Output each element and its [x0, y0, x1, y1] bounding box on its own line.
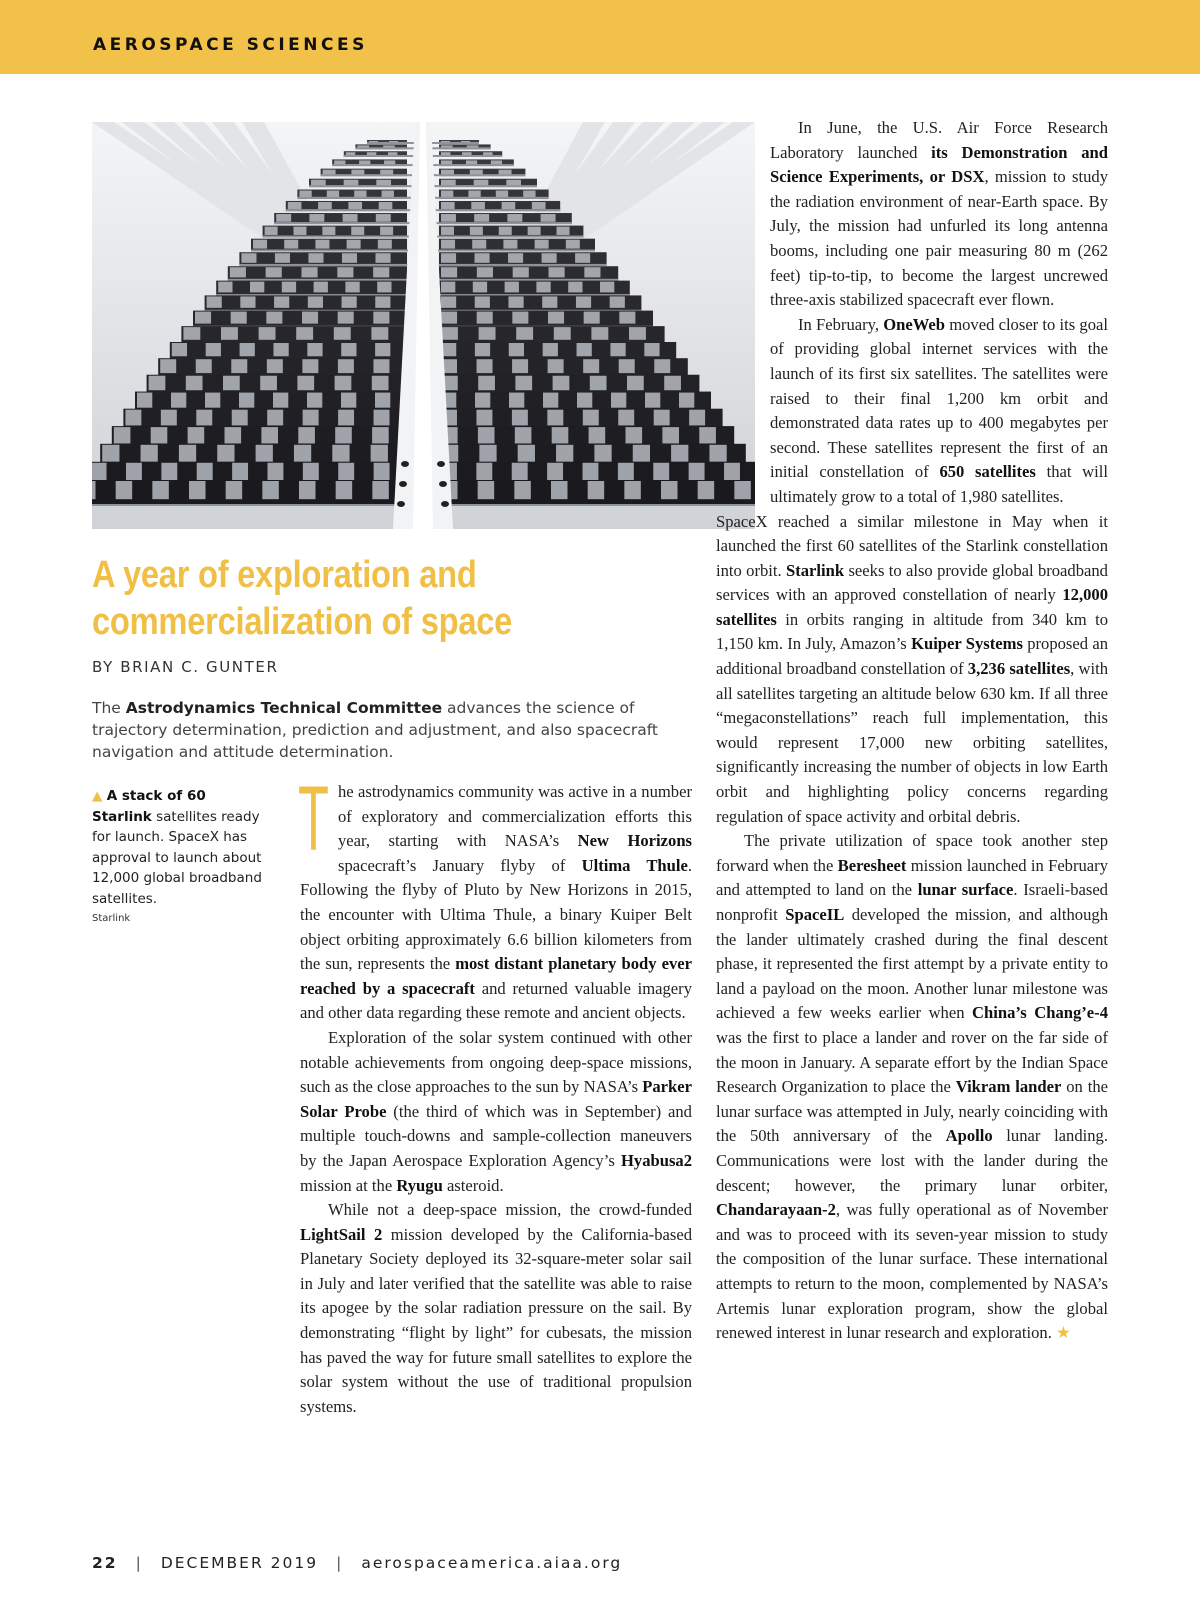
paragraph-lunar [716, 829, 1108, 1345]
caption-text: satellites ready for launch. SpaceX has approval to launch about 12,000 global broadband satellites. [92, 808, 262, 907]
page-number: 22 [92, 1554, 118, 1572]
paragraph-starlink: SpaceX reached a similar milestone in May when it launched the first 60 satellites of the Starlink constellation into orbit. Starlink seeks to also provide global broadband services with an approved constellation of nearly 12,000 satellites in orbits ranging in altitude from 340 km to 1,150 km. In July, Amazon’s Kuiper Systems proposed an additional broadband constellation of 3,236 satellites, with all satellites targeting an altitude below 630 km. If all three “megaconstellations” reach full implementation, this would represent 17,000 new orbiting satellites, significantly increasing the number of objects in low Earth orbit and highlighting policy concerns regarding regulation of space activity and orbital debris. [716, 511, 1108, 826]
intro-committee: Astrodynamics Technical Committee [125, 699, 443, 717]
intro-post: advances the science of trajectory determination, prediction and adjustment, and also spacecraft navigation and attitude determination. [92, 699, 658, 761]
triangle-up-icon: ▲ [92, 788, 103, 804]
website-link[interactable]: aerospaceamerica.aiaa.org [361, 1554, 623, 1572]
right-column-wrapped [770, 116, 1108, 510]
section-banner [0, 0, 1200, 74]
end-star-icon: ★ [1056, 1323, 1071, 1343]
right-column [716, 116, 1108, 1346]
paragraph-parker: Exploration of the solar system continued with other notable achievements from ongoing deep-space missions, such as the close approaches to the sun by NASA’s Parker Solar Probe (the third of which was in September) and multiple touch-downs and sample-collection maneuvers by the Japan Aerospace Exploration Agency’s Hyabusa2 mission at the Ryugu asteroid. [300, 1027, 692, 1195]
middle-column [298, 768, 693, 1419]
section-title: AEROSPACE SCIENCES [93, 35, 368, 55]
paragraph-lightsail: While not a deep-space mission, the crowd-funded LightSail 2 mission developed by the California-based Planetary Society deployed its 32-square-meter solar sail in July and later verified that the satellite was able to raise its apogee by the solar radiation pressure on the sail. By demonstrating “flight by light” for cubesats, the mission has paved the way for future small satellites to explore the solar system without the use of traditional propulsion systems. [300, 1200, 692, 1416]
intro-text [92, 697, 702, 763]
satellite-stack-illustration [92, 122, 755, 529]
footer-separator: | [336, 1554, 344, 1572]
paragraph-lunar-text: The private utilization of space took another step forward when the Beresheet mission launched in February and attempted to land on the lunar surface. Israeli-based nonprofit SpaceIL developed the mission, and although the lander ultimately crashed during the final descent phase, it represented the first attempt by a private entity to land a payload on the moon. Another lunar milestone was achieved a few weeks earlier when China’s Chang’e-4 was the first to place a lander and rover on the far side of the moon in January. A separate effort by the Indian Space Research Organization to place the Vikram lander on the lunar surface was attempted in July, nearly coinciding with the 50th anniversary of the Apollo lunar landing. Communications were lost with the lander during the descent; however, the primary lunar orbiter, Chandarayaan-2, was fully operational as of November and was to proceed with its seven-year mission to study the composition of the lunar surface. These international attempts to return to the moon, complemented by NASA’s Artemis lunar exploration program, show the global renewed interest in lunar research and exploration. [716, 831, 1108, 1343]
issue-date: DECEMBER 2019 [160, 1554, 319, 1572]
article-headline: A year of exploration and commercialization of space [92, 554, 513, 643]
caption-bold: A stack of 60 Starlink [92, 788, 206, 825]
footer-separator: | [135, 1554, 143, 1572]
photo-caption [92, 786, 267, 927]
paragraph-new-horizons-text: he astrodynamics community was active in a number of exploratory and commercialization efforts this year, starting with NASA’s New Horizons spacecraft’s January flyby of Ultima Thule. Following the flyby of Pluto by New Horizons in 2015, the encounter with Ultima Thule, a binary Kuiper Belt object orbiting approximately 6.6 billion kilometers from the sun, represents the most distant planetary body ever reached by a spacecraft and returned valuable imagery and other data regarding these remote and ancient objects. [300, 782, 693, 1023]
drop-cap: T [298, 768, 329, 870]
page-footer [92, 1554, 622, 1572]
paragraph-dsx: In June, the U.S. Air Force Research Laboratory launched its Demonstration and Science Experiments, or DSX, mission to study the radiation environment of near-Earth space. By July, the mission had unfurled its long antenna booms, including one pair measuring 80 m (262 feet) tip-to-tip, to become the largest uncrewed three-axis stabilized spacecraft ever flown. [770, 118, 1108, 310]
paragraph-new-horizons [298, 768, 693, 1026]
photo-credit: Starlink [92, 913, 131, 924]
byline: BY BRIAN C. GUNTER [92, 658, 279, 676]
starlink-satellite-stack-photo [92, 122, 755, 529]
intro-pre: The [92, 699, 126, 717]
paragraph-oneweb: In February, OneWeb moved closer to its goal of providing global internet services with the launch of its first six satellites. The satellites were raised to their final 1,200 km orbit and demonstrated data rates up to 400 megabytes per second. These satellites represent the first of an initial constellation of 650 satellites that will ultimately grow to a total of 1,980 satellites. [770, 314, 1108, 506]
